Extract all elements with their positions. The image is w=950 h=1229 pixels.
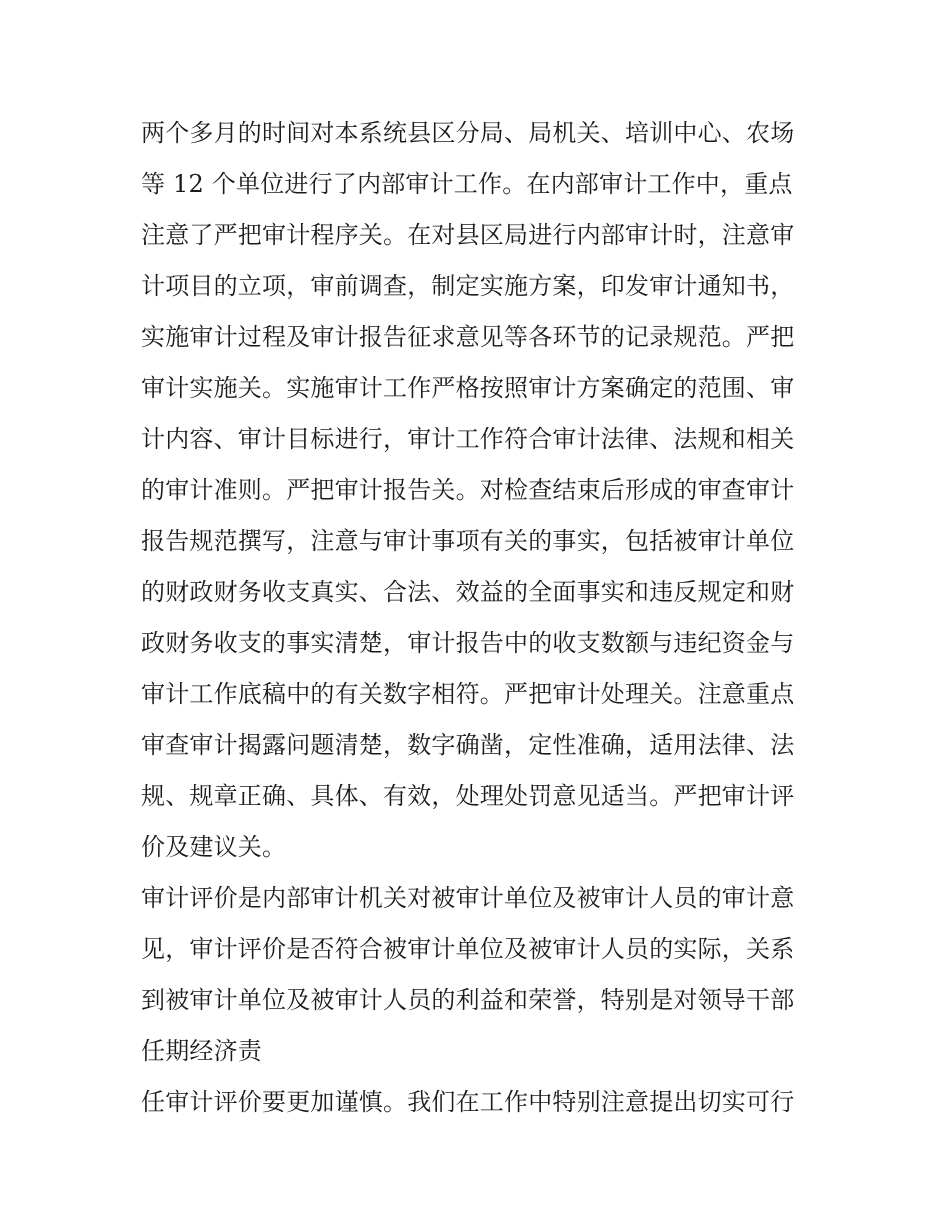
text-line: 两个多月的时间对本系统县区分局、局机关、培训中心、农场 (141, 119, 795, 147)
text-line: 的审计准则。严把审计报告关。对检查结束后形成的审查审计 (141, 476, 795, 504)
text-line: 计项目的立项，审前调查，制定实施方案，印发审计通知书， (141, 272, 795, 300)
text-line: 政财务收支的事实清楚，审计报告中的收支数额与违纪资金与 (141, 629, 795, 657)
text-line: 任期经济责 (141, 1037, 262, 1065)
text-line: 实施审计过程及审计报告征求意见等各环节的记录规范。严把 (141, 323, 795, 351)
text-line: 等 12 个单位进行了内部审计工作。在内部审计工作中，重点 (141, 170, 793, 198)
text-line: 到被审计单位及被审计人员的利益和荣誉，特别是对领导干部 (141, 986, 795, 1014)
text-line: 审计实施关。实施审计工作严格按照审计方案确定的范围、审 (141, 374, 795, 402)
text-line: 的财政财务收支真实、合法、效益的全面事实和违反规定和财 (141, 578, 795, 606)
text-line: 审查审计揭露问题清楚，数字确凿，定性准确，适用法律、法 (141, 731, 795, 759)
text-line: 注意了严把审计程序关。在对县区局进行内部审计时，注意审 (141, 221, 795, 249)
text-line: 审计工作底稿中的有关数字相符。严把审计处理关。注意重点 (141, 680, 795, 708)
text-line: 任审计评价要更加谨慎。我们在工作中特别注意提出切实可行 (141, 1088, 795, 1116)
text-line: 审计评价是内部审计机关对被审计单位及被审计人员的审计意 (141, 884, 795, 912)
text-line: 价及建议关。 (141, 833, 287, 861)
text-line: 报告规范撰写，注意与审计事项有关的事实，包括被审计单位 (141, 527, 795, 555)
text-line: 计内容、审计目标进行，审计工作符合审计法律、法规和相关 (141, 425, 795, 453)
text-line: 规、规章正确、具体、有效，处理处罚意见适当。严把审计评 (141, 782, 795, 810)
document-body (141, 108, 813, 1128)
text-line: 见，审计评价是否符合被审计单位及被审计人员的实际，关系 (141, 935, 795, 963)
